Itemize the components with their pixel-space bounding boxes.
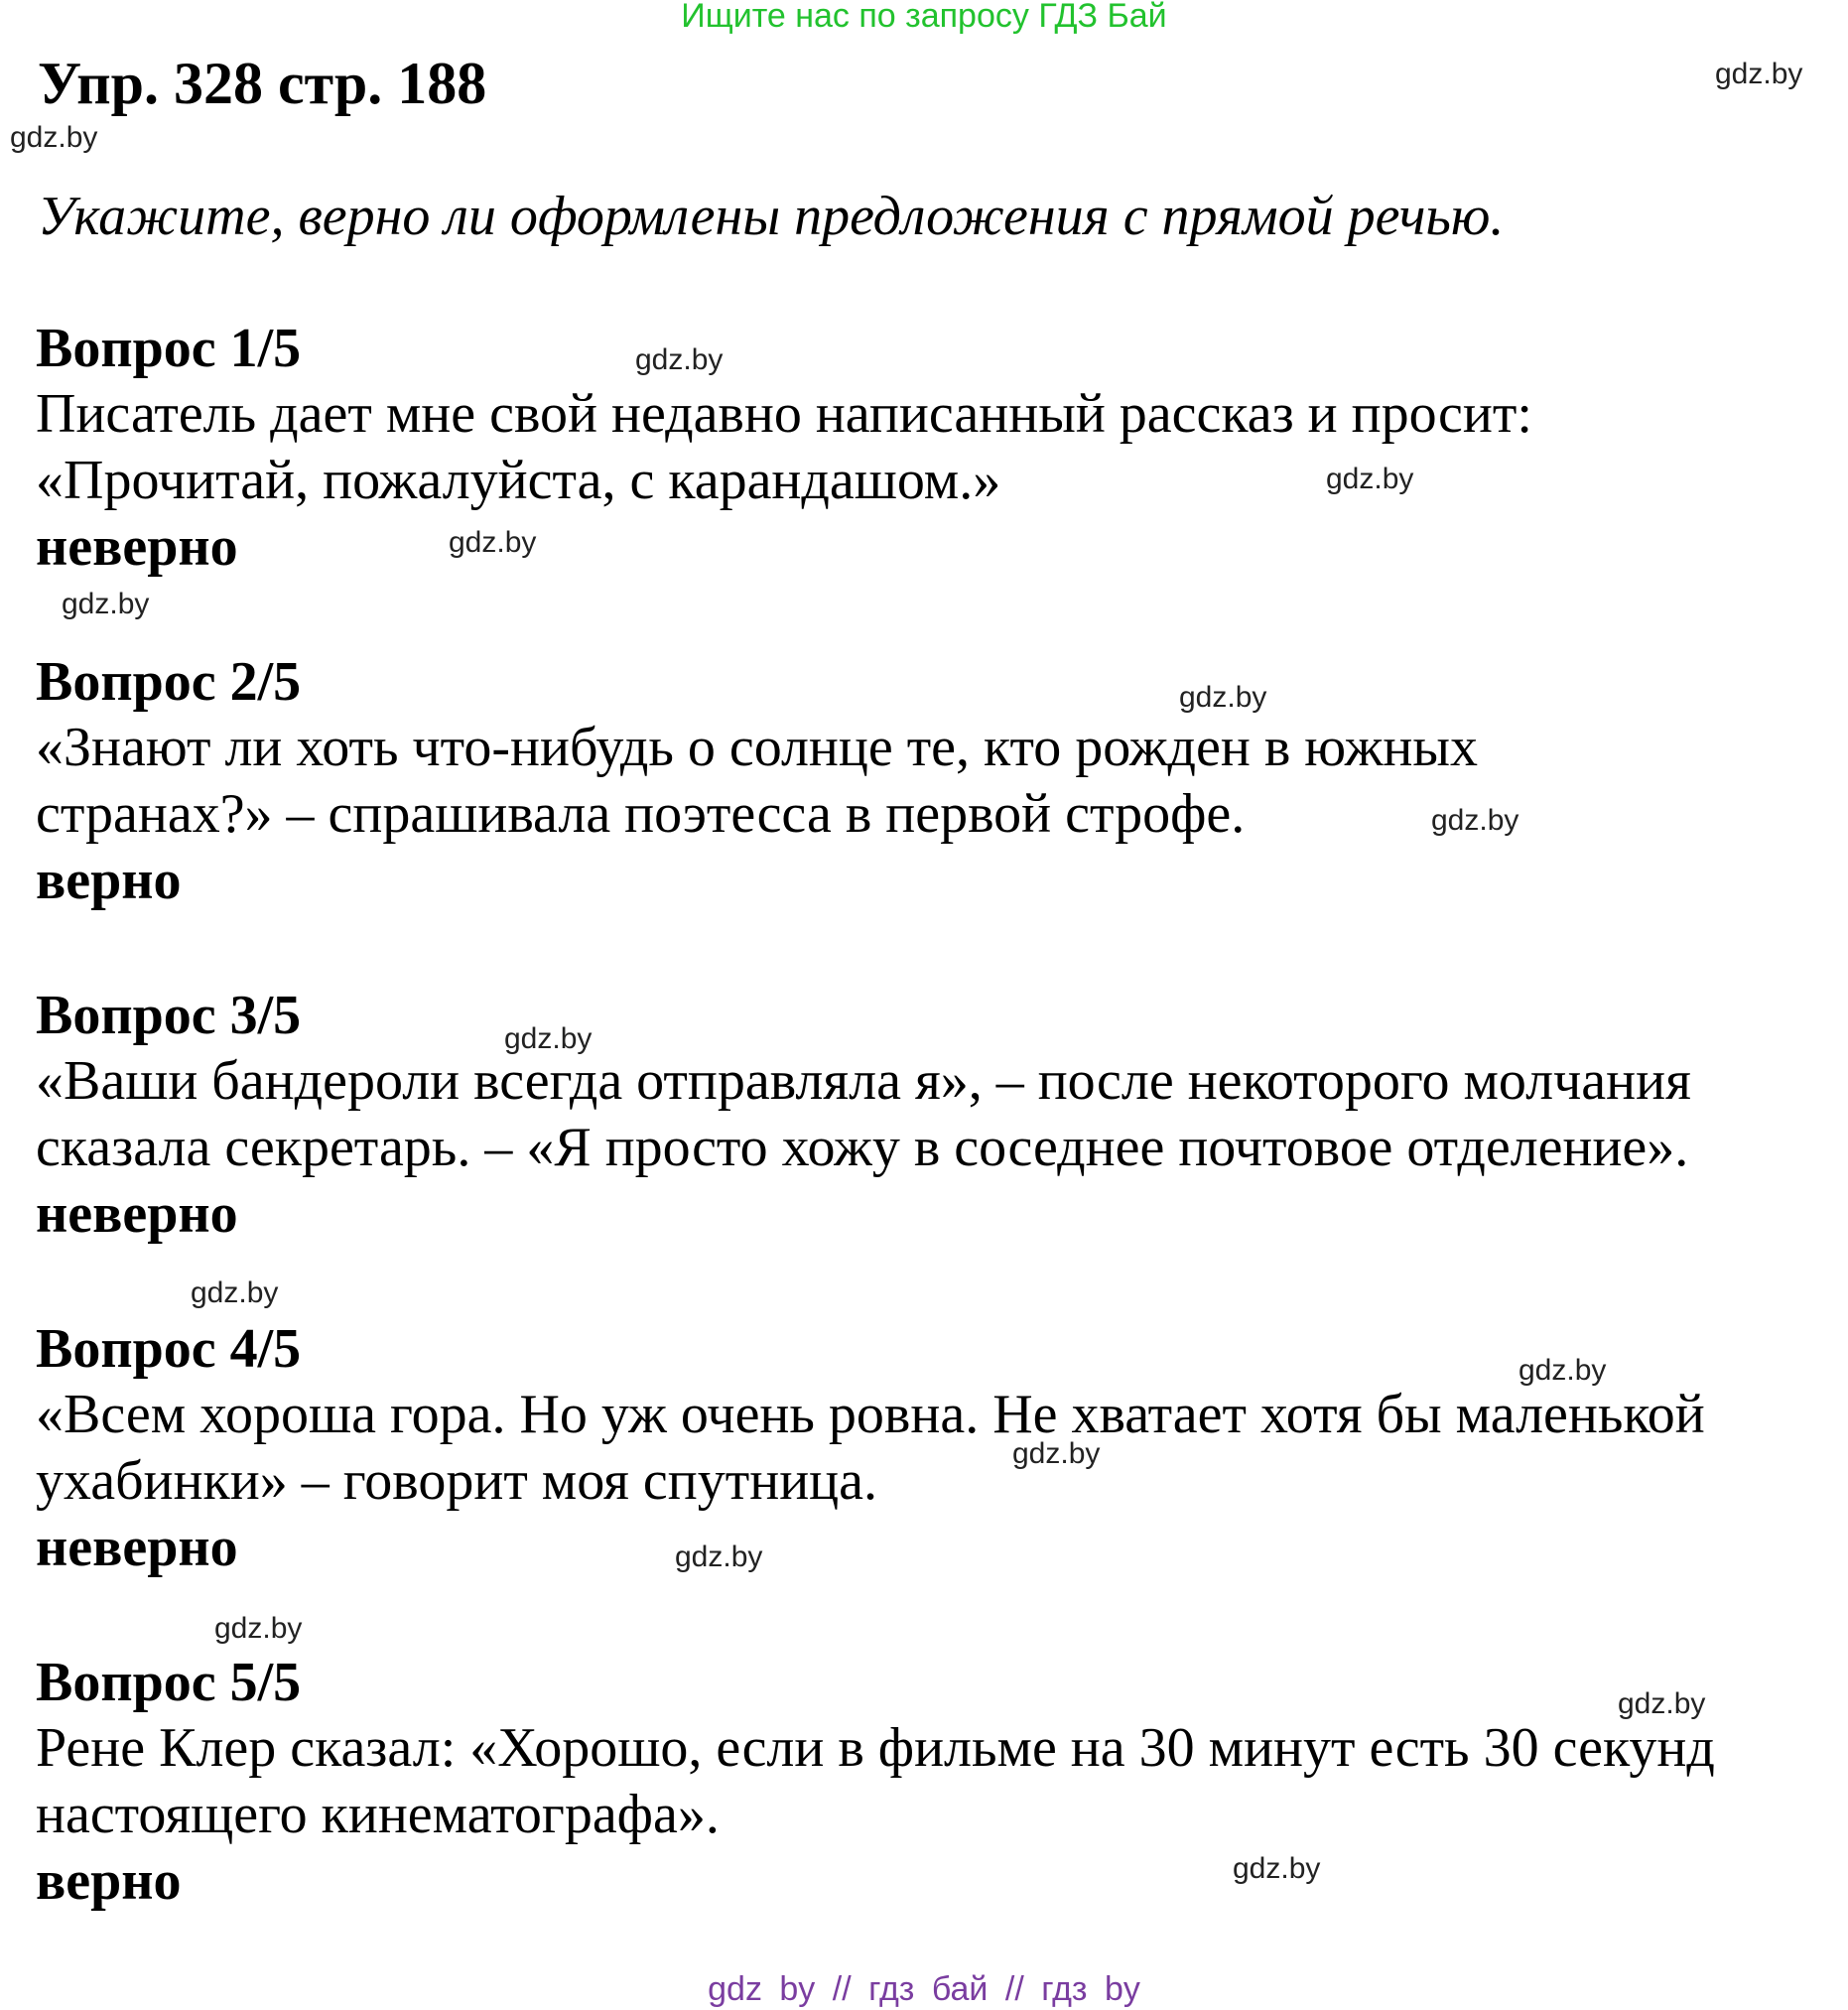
answer-text: неверно <box>36 1517 238 1578</box>
question-block-1 <box>36 316 1532 581</box>
watermark: gdz.by <box>62 588 150 620</box>
watermark: gdz.by <box>1518 1354 1607 1387</box>
watermark: gdz.by <box>10 121 98 154</box>
question-text-line: сказала секретарь. – «Я просто хожу в соседнее почтовое отделение». <box>36 1117 1689 1178</box>
answer-text: верно <box>36 1850 182 1912</box>
question-block-4 <box>36 1316 1705 1581</box>
watermark: gdz.by <box>1431 804 1519 837</box>
question-text-line: «Знают ли хоть что-нибудь о солнце те, кто рожден в южных <box>36 717 1479 778</box>
answer-text: неверно <box>36 516 238 578</box>
watermark: gdz.by <box>449 526 537 559</box>
watermark: gdz.by <box>504 1022 593 1055</box>
footer-links: gdz by // гдз бай // гдз by <box>708 1970 1140 2008</box>
top-search-banner: Ищите нас по запросу ГДЗ Бай <box>681 0 1167 35</box>
watermark: gdz.by <box>191 1276 279 1309</box>
question-label: Вопрос 1/5 <box>36 318 302 379</box>
question-text-line: ухабинки» – говорит моя спутница. <box>36 1450 877 1512</box>
question-label: Вопрос 5/5 <box>36 1652 302 1713</box>
watermark: gdz.by <box>1715 58 1803 90</box>
question-text-line: Писатель дает мне свой недавно написанный рассказ и просит: <box>36 383 1532 445</box>
page-title: Упр. 328 стр. 188 <box>38 51 487 116</box>
watermark: gdz.by <box>1179 681 1267 714</box>
question-block-5 <box>36 1650 1715 1915</box>
answer-text: верно <box>36 850 182 911</box>
watermark: gdz.by <box>675 1541 763 1573</box>
question-text-line: «Всем хороша гора. Но уж очень ровна. Не хватает хотя бы маленькой <box>36 1384 1705 1445</box>
watermark: gdz.by <box>1012 1437 1101 1470</box>
watermark: gdz.by <box>1618 1687 1706 1720</box>
watermark: gdz.by <box>1326 463 1414 495</box>
question-text-line: настоящего кинематографа». <box>36 1784 720 1845</box>
question-text-line: «Прочитай, пожалуйста, с карандашом.» <box>36 450 1001 511</box>
question-text-line: странах?» – спрашивала поэтесса в первой строфе. <box>36 783 1246 845</box>
question-text-line: Рене Клер сказал: «Хорошо, если в фильме на 30 минут есть 30 секунд <box>36 1717 1715 1779</box>
task-instruction: Укажите, верно ли оформлены предложения с прямой речью. <box>38 186 1505 247</box>
question-text-line: «Ваши бандероли всегда отправляла я», – после некоторого молчания <box>36 1050 1691 1112</box>
answer-text: неверно <box>36 1183 238 1245</box>
watermark: gdz.by <box>635 343 724 376</box>
question-label: Вопрос 4/5 <box>36 1318 302 1380</box>
question-label: Вопрос 2/5 <box>36 651 302 713</box>
question-block-3 <box>36 983 1691 1248</box>
watermark: gdz.by <box>1233 1852 1321 1885</box>
watermark: gdz.by <box>214 1612 303 1645</box>
question-label: Вопрос 3/5 <box>36 985 302 1046</box>
